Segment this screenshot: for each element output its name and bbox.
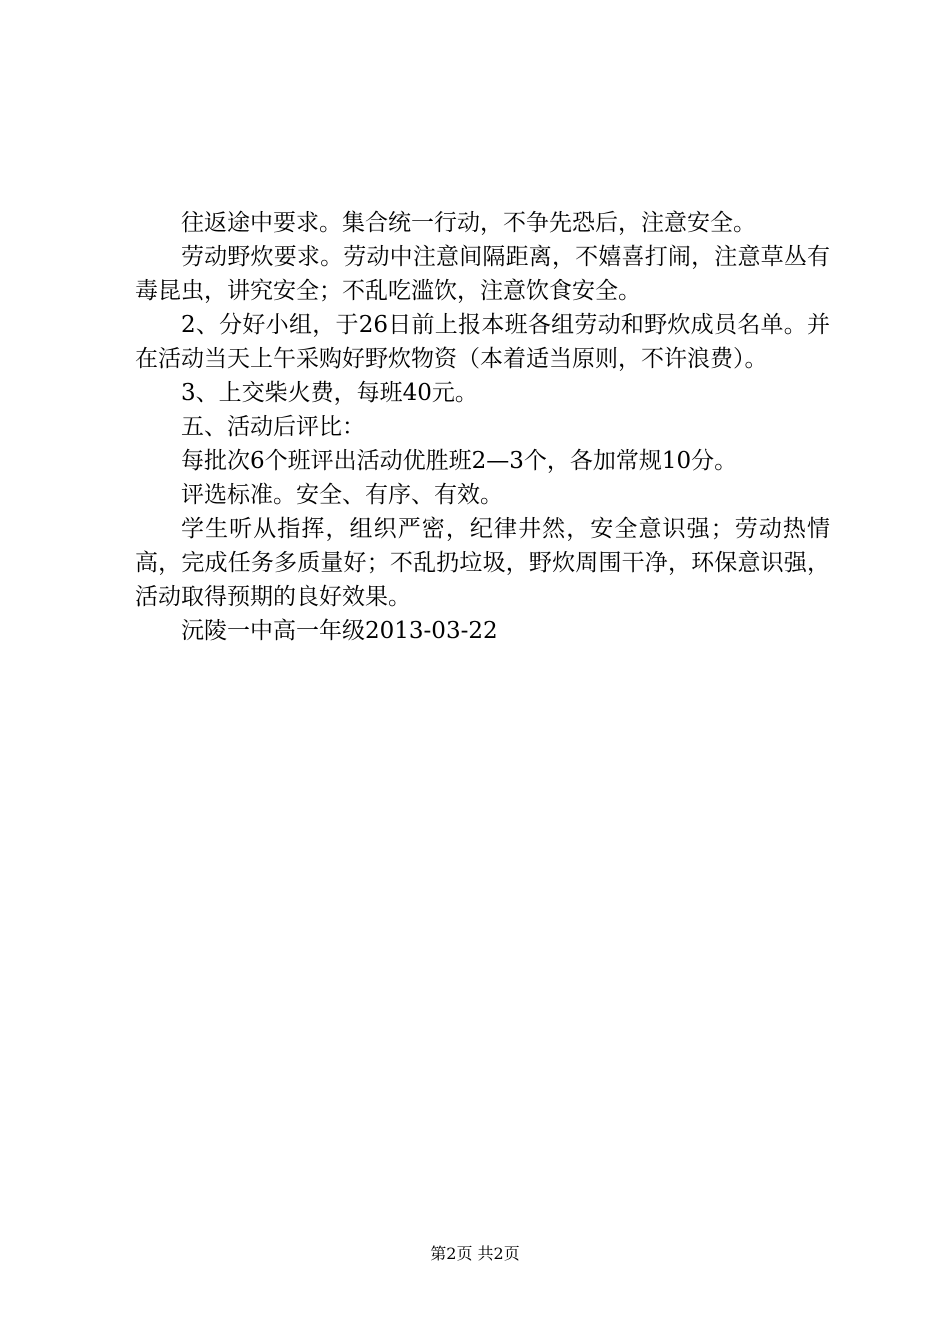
paragraph-evaluation-criteria: 学生听从指挥，组织严密，纪律井然，安全意识强；劳动热情高，完成任务多质量好；不乱扔垃圾，野炊周围干净，环保意识强，活动取得预期的良好效果。 [135, 516, 830, 610]
paragraph-evaluation-standard: 评选标准。安全、有序、有效。 [181, 482, 503, 508]
page-footer [0, 1244, 950, 1264]
paragraph-labor-cooking-requirements: 劳动野炊要求。劳动中注意间隔距离，不嬉喜打闹，注意草丛有毒昆虫，讲究安全；不乱吃滥饮，注意饮食安全。 [135, 244, 830, 304]
section-heading-evaluation: 五、活动后评比： [181, 414, 365, 440]
paragraph-evaluation-award: 每批次6个班评出活动优胜班2—3个，各加常规10分。 [181, 448, 738, 474]
paragraph-group-registration: 2、分好小组，于26日前上报本班各组劳动和野炊成员名单。并在活动当天上午采购好野炊物资（本着适当原则，不许浪费）。 [135, 312, 830, 372]
document-body [135, 206, 830, 648]
page-number-label: 第2页 共2页 [430, 1244, 520, 1263]
paragraph-firewood-fee: 3、上交柴火费，每班40元。 [181, 380, 478, 406]
signature-and-date: 沅陵一中高一年级2013-03-22 [181, 618, 498, 644]
paragraph-travel-requirements: 往返途中要求。集合统一行动，不争先恐后，注意安全。 [181, 210, 756, 236]
